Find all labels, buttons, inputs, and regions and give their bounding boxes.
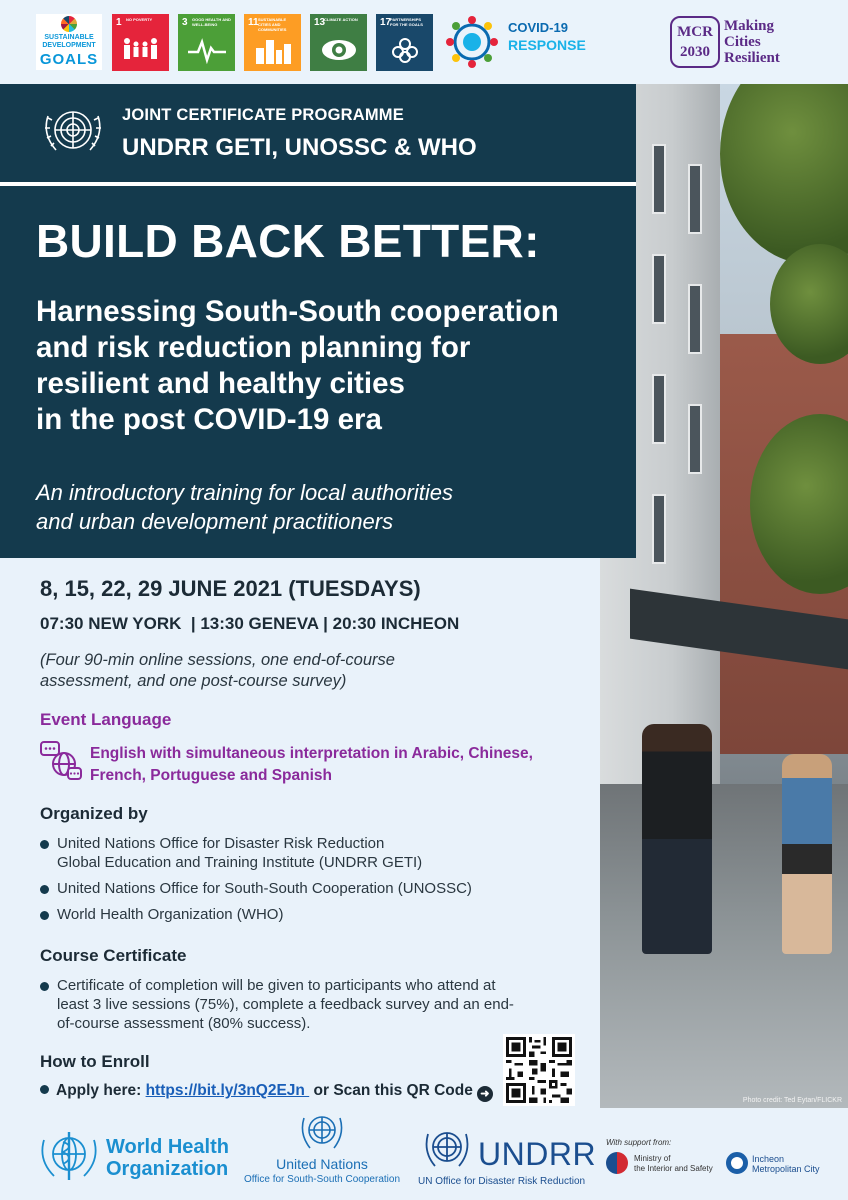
language-heading: Event Language xyxy=(40,710,172,729)
event-times: 07:30 NEW YORK | 13:30 GENEVA | 20:30 INCHEON xyxy=(40,614,460,633)
language-line: French, Portuguese and Spanish xyxy=(90,767,333,784)
pedestrian-man xyxy=(642,724,712,954)
covid-line1: COVID-19 xyxy=(508,20,568,35)
mois-emblem-icon xyxy=(606,1152,628,1174)
undrr-name: UNDRR xyxy=(478,1136,597,1172)
mois-name: Ministry of the Interior and Safety xyxy=(634,1154,713,1173)
sdg-tile-num: 3 xyxy=(182,17,188,28)
sdg-wheel-icon xyxy=(61,16,77,32)
programme-label: JOINT CERTIFICATE PROGRAMME xyxy=(122,106,404,124)
sdg-tile-label: NO POVERTY xyxy=(126,17,153,22)
header-divider xyxy=(0,182,636,186)
partnership-rings-icon xyxy=(386,36,424,64)
sdg-tile-label: PARTNERSHIPS FOR THE GOALS xyxy=(390,17,423,27)
intro-line: An introductory training for local authorities xyxy=(36,480,453,505)
who-name xyxy=(106,1136,229,1180)
note-line: (Four 90-min online sessions, one end-of-course xyxy=(40,651,395,669)
mcr-line2: 2030 xyxy=(680,44,710,60)
undrr-full-name: UN Office for Disaster Risk Reduction xyxy=(418,1176,586,1187)
eye-globe-icon xyxy=(320,36,358,64)
intro-text xyxy=(36,478,626,536)
covid-response-logo-icon xyxy=(444,14,500,70)
sdg-tile-label: CLIMATE ACTION xyxy=(324,17,358,22)
sdg-logo-line3: GOALS xyxy=(39,51,99,68)
unossc-line1: United Nations xyxy=(276,1156,368,1172)
sdg-tile-num: 17 xyxy=(380,17,392,28)
event-dates: 8, 15, 22, 29 JUNE 2021 (TUESDAYS) xyxy=(40,576,421,601)
language-detail xyxy=(90,743,590,787)
sdg-tile-13 xyxy=(310,14,367,71)
un-emblem-icon xyxy=(36,102,110,162)
un-emblem-icon xyxy=(296,1110,348,1154)
family-icon xyxy=(122,36,160,64)
list-item: United Nations Office for Disaster Risk Reduction Global Education and Training Institute (UNDRR GETI) xyxy=(40,834,590,872)
un-emblem-icon xyxy=(420,1126,474,1172)
list-item: Certificate of completion will be given to participants who attend at least 3 live sessions (75%), complete a feedback survey and an end- of-course assessment (80% success). xyxy=(40,976,590,1033)
mcr2030-logo xyxy=(670,16,720,68)
mcr-text3: Resilient xyxy=(724,50,780,66)
certificate-heading: Course Certificate xyxy=(40,946,187,965)
qr-code[interactable] xyxy=(503,1034,575,1106)
list-item: World Health Organization (WHO) xyxy=(40,905,590,924)
heartbeat-icon xyxy=(188,36,226,64)
making-cities-resilient-text xyxy=(724,18,834,66)
sdg-tile-11 xyxy=(244,14,301,71)
city-icon xyxy=(254,36,292,64)
enroll-heading: How to Enroll xyxy=(40,1052,150,1071)
sessions-note xyxy=(40,650,590,692)
organizers-label: UNDRR GETI, UNOSSC & WHO xyxy=(122,134,477,161)
sdg-tile-num: 13 xyxy=(314,17,326,28)
sdg-tile-label: GOOD HEALTH AND WELL-BEING xyxy=(192,17,231,27)
organizers-list xyxy=(40,834,590,931)
unossc-line2: Office for South-South Cooperation xyxy=(243,1174,401,1185)
incheon-name: Incheon Metropolitan City xyxy=(752,1154,820,1174)
page-subtitle xyxy=(36,294,626,438)
covid-line2: RESPONSE xyxy=(508,37,586,53)
sdg-tile-3 xyxy=(178,14,235,71)
intro-line: and urban development practitioners xyxy=(36,509,394,534)
who-line2: Organization xyxy=(106,1158,229,1180)
bullet-dot xyxy=(40,1085,49,1094)
language-globe-icon xyxy=(40,740,82,782)
sdg-logo xyxy=(36,14,102,70)
list-item: United Nations Office for South-South Cooperation (UNOSSC) xyxy=(40,879,590,898)
mcr-line1: MCR xyxy=(677,24,713,40)
certificate-list xyxy=(40,976,590,1040)
who-emblem-icon xyxy=(36,1128,102,1184)
sdg-tile-num: 11 xyxy=(248,17,259,28)
support-label: With support from: xyxy=(606,1138,672,1147)
note-line: assessment, and one post-course survey) xyxy=(40,672,347,690)
page-title: BUILD BACK BETTER: xyxy=(36,215,540,267)
enroll-instructions: Apply here: https://bit.ly/3nQ2EJn or Scan this QR Code ➜ xyxy=(40,1082,493,1102)
photo-credit: Photo credit: Ted Eytan/FLICKR xyxy=(742,1097,842,1104)
language-line: English with simultaneous interpretation in Arabic, Chinese, xyxy=(90,745,533,762)
sdg-tile-1 xyxy=(112,14,169,71)
subtitle-line: Harnessing South-South cooperation xyxy=(36,295,559,328)
organized-by-heading: Organized by xyxy=(40,804,148,823)
subtitle-line: and risk reduction planning for xyxy=(36,331,471,364)
enroll-link[interactable]: https://bit.ly/3nQ2EJn xyxy=(145,1082,310,1099)
covid-response-text xyxy=(508,20,588,53)
arrow-right-icon: ➜ xyxy=(477,1086,493,1102)
sdg-tile-17 xyxy=(376,14,433,71)
sdg-tile-label: SUSTAINABLE CITIES AND COMMUNITIES xyxy=(258,17,287,32)
pedestrian-woman xyxy=(782,754,832,954)
mcr-text2: Cities xyxy=(724,34,761,50)
mcr-text1: Making xyxy=(724,18,775,34)
sdg-tile-num: 1 xyxy=(116,17,122,28)
who-line1: World Health xyxy=(106,1136,229,1158)
sdg-logo-line2: DEVELOPMENT xyxy=(42,42,96,49)
incheon-emblem-icon xyxy=(726,1152,748,1174)
subtitle-line: in the post COVID-19 era xyxy=(36,403,382,436)
subtitle-line: resilient and healthy cities xyxy=(36,367,405,400)
sdg-logo-line1: SUSTAINABLE xyxy=(44,34,94,41)
street-photo xyxy=(600,84,848,1108)
